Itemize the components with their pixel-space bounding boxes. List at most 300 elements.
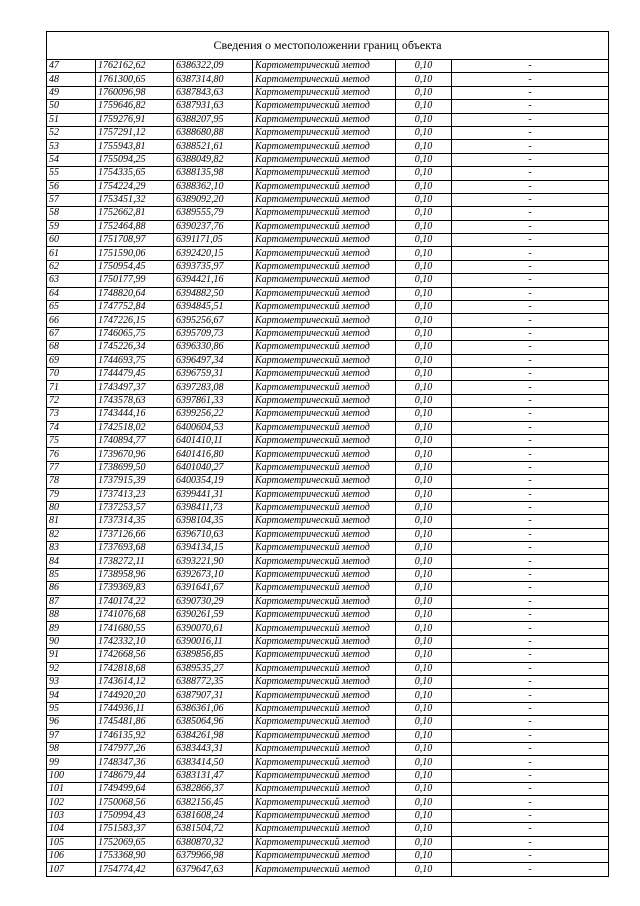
coordinate-x-cell: 1753451,32 (96, 193, 174, 206)
coordinate-y-cell: 6381608,24 (174, 809, 253, 822)
method-cell: Картометрический метод (253, 193, 396, 206)
method-cell: Картометрический метод (253, 113, 396, 126)
coordinate-x-cell: 1737126,66 (96, 528, 174, 541)
coordinate-x-cell: 1744693,75 (96, 354, 174, 367)
coordinate-y-cell: 6388772,35 (174, 675, 253, 688)
accuracy-cell: 0,10 (396, 126, 452, 139)
accuracy-cell: 0,10 (396, 367, 452, 380)
table-row (47, 341, 609, 354)
coordinate-y-cell: 6390070,61 (174, 622, 253, 635)
point-number-cell: 81 (47, 515, 96, 528)
coordinate-y-cell: 6396710,63 (174, 528, 253, 541)
coordinate-y-cell: 6381504,72 (174, 823, 253, 836)
coordinate-y-cell: 6393221,90 (174, 555, 253, 568)
method-cell: Картометрический метод (253, 434, 396, 447)
accuracy-cell: 0,10 (396, 434, 452, 447)
coordinate-x-cell: 1744479,45 (96, 367, 174, 380)
point-number-cell: 78 (47, 475, 96, 488)
accuracy-cell: 0,10 (396, 167, 452, 180)
coordinate-y-cell: 6392420,15 (174, 247, 253, 260)
method-cell: Картометрический метод (253, 609, 396, 622)
coordinate-x-cell: 1739670,96 (96, 448, 174, 461)
description-cell: - (452, 796, 609, 809)
accuracy-cell: 0,10 (396, 60, 452, 73)
point-number-cell: 98 (47, 742, 96, 755)
description-cell: - (452, 850, 609, 863)
coordinate-y-cell: 6390261,59 (174, 609, 253, 622)
coordinate-x-cell: 1760096,98 (96, 86, 174, 99)
coordinate-y-cell: 6383131,47 (174, 769, 253, 782)
point-number-cell: 48 (47, 73, 96, 86)
table-row (47, 542, 609, 555)
description-cell: - (452, 823, 609, 836)
accuracy-cell: 0,10 (396, 769, 452, 782)
coordinate-y-cell: 6401040,27 (174, 461, 253, 474)
coordinate-x-cell: 1748820,64 (96, 287, 174, 300)
coordinate-y-cell: 6396330,86 (174, 341, 253, 354)
coordinate-x-cell: 1762162,62 (96, 60, 174, 73)
description-cell: - (452, 180, 609, 193)
coordinate-x-cell: 1738699,50 (96, 461, 174, 474)
method-cell: Картометрический метод (253, 662, 396, 675)
method-cell: Картометрический метод (253, 461, 396, 474)
accuracy-cell: 0,10 (396, 327, 452, 340)
coordinate-x-cell: 1743614,12 (96, 675, 174, 688)
description-cell: - (452, 662, 609, 675)
method-cell: Картометрический метод (253, 207, 396, 220)
coordinate-x-cell: 1750994,43 (96, 809, 174, 822)
coordinate-y-cell: 6388135,98 (174, 167, 253, 180)
point-number-cell: 88 (47, 609, 96, 622)
table-row (47, 675, 609, 688)
accuracy-cell: 0,10 (396, 180, 452, 193)
point-number-cell: 53 (47, 140, 96, 153)
description-cell: - (452, 582, 609, 595)
point-number-cell: 94 (47, 689, 96, 702)
accuracy-cell: 0,10 (396, 287, 452, 300)
coordinate-x-cell: 1737314,35 (96, 515, 174, 528)
table-row (47, 301, 609, 314)
coordinate-y-cell: 6388362,10 (174, 180, 253, 193)
accuracy-cell: 0,10 (396, 809, 452, 822)
description-cell: - (452, 448, 609, 461)
coordinate-y-cell: 6388207,95 (174, 113, 253, 126)
description-cell: - (452, 475, 609, 488)
description-cell: - (452, 73, 609, 86)
description-cell: - (452, 649, 609, 662)
coordinate-x-cell: 1759646,82 (96, 100, 174, 113)
accuracy-cell: 0,10 (396, 234, 452, 247)
point-number-cell: 65 (47, 301, 96, 314)
coordinate-y-cell: 6399256,22 (174, 408, 253, 421)
accuracy-cell: 0,10 (396, 689, 452, 702)
coordinate-y-cell: 6389555,79 (174, 207, 253, 220)
coordinate-y-cell: 6387907,31 (174, 689, 253, 702)
table-row (47, 260, 609, 273)
description-cell: - (452, 756, 609, 769)
point-number-cell: 54 (47, 153, 96, 166)
accuracy-cell: 0,10 (396, 421, 452, 434)
coordinate-y-cell: 6398411,73 (174, 501, 253, 514)
description-cell: - (452, 675, 609, 688)
point-number-cell: 105 (47, 836, 96, 849)
method-cell: Картометрический метод (253, 716, 396, 729)
table-row (47, 702, 609, 715)
table-row (47, 367, 609, 380)
description-cell: - (452, 234, 609, 247)
coordinate-y-cell: 6401416,80 (174, 448, 253, 461)
method-cell: Картометрический метод (253, 140, 396, 153)
description-cell: - (452, 86, 609, 99)
description-cell: - (452, 622, 609, 635)
table-row (47, 167, 609, 180)
point-number-cell: 75 (47, 434, 96, 447)
coordinate-y-cell: 6390730,29 (174, 595, 253, 608)
table-row (47, 662, 609, 675)
coordinate-x-cell: 1761300,65 (96, 73, 174, 86)
coordinate-x-cell: 1747977,26 (96, 742, 174, 755)
accuracy-cell: 0,10 (396, 193, 452, 206)
coordinate-y-cell: 6391641,67 (174, 582, 253, 595)
coordinate-x-cell: 1752069,65 (96, 836, 174, 849)
accuracy-cell: 0,10 (396, 73, 452, 86)
coordinate-x-cell: 1738272,11 (96, 555, 174, 568)
point-number-cell: 103 (47, 809, 96, 822)
method-cell: Картометрический метод (253, 60, 396, 73)
accuracy-cell: 0,10 (396, 528, 452, 541)
coordinate-x-cell: 1754224,29 (96, 180, 174, 193)
accuracy-cell: 0,10 (396, 113, 452, 126)
method-cell: Картометрический метод (253, 475, 396, 488)
table-row (47, 193, 609, 206)
accuracy-cell: 0,10 (396, 796, 452, 809)
point-number-cell: 80 (47, 501, 96, 514)
coordinate-x-cell: 1745226,34 (96, 341, 174, 354)
coordinate-y-cell: 6399441,31 (174, 488, 253, 501)
method-cell: Картометрический метод (253, 394, 396, 407)
coordinate-x-cell: 1740894,77 (96, 434, 174, 447)
table-row (47, 327, 609, 340)
description-cell: - (452, 367, 609, 380)
method-cell: Картометрический метод (253, 354, 396, 367)
method-cell: Картометрический метод (253, 863, 396, 876)
accuracy-cell: 0,10 (396, 247, 452, 260)
coordinate-x-cell: 1737915,39 (96, 475, 174, 488)
coordinate-x-cell: 1743578,63 (96, 394, 174, 407)
table-row (47, 381, 609, 394)
accuracy-cell: 0,10 (396, 515, 452, 528)
point-number-cell: 55 (47, 167, 96, 180)
table-row (47, 729, 609, 742)
accuracy-cell: 0,10 (396, 475, 452, 488)
method-cell: Картометрический метод (253, 742, 396, 755)
coordinate-y-cell: 6382156,45 (174, 796, 253, 809)
accuracy-cell: 0,10 (396, 863, 452, 876)
method-cell: Картометрический метод (253, 287, 396, 300)
coordinate-x-cell: 1748679,44 (96, 769, 174, 782)
coordinate-x-cell: 1744920,20 (96, 689, 174, 702)
point-number-cell: 67 (47, 327, 96, 340)
coordinate-y-cell: 6387843,63 (174, 86, 253, 99)
description-cell: - (452, 274, 609, 287)
coordinate-y-cell: 6382866,37 (174, 783, 253, 796)
description-cell: - (452, 635, 609, 648)
accuracy-cell: 0,10 (396, 850, 452, 863)
point-number-cell: 100 (47, 769, 96, 782)
table-row (47, 649, 609, 662)
description-cell: - (452, 314, 609, 327)
table-row (47, 180, 609, 193)
method-cell: Картометрический метод (253, 367, 396, 380)
coordinate-y-cell: 6395709,73 (174, 327, 253, 340)
point-number-cell: 64 (47, 287, 96, 300)
coordinate-y-cell: 6400354,19 (174, 475, 253, 488)
method-cell: Картометрический метод (253, 314, 396, 327)
method-cell: Картометрический метод (253, 702, 396, 715)
point-number-cell: 77 (47, 461, 96, 474)
description-cell: - (452, 408, 609, 421)
coordinate-x-cell: 1747226,15 (96, 314, 174, 327)
accuracy-cell: 0,10 (396, 100, 452, 113)
table-row (47, 515, 609, 528)
point-number-cell: 106 (47, 850, 96, 863)
coordinate-x-cell: 1742332,10 (96, 635, 174, 648)
point-number-cell: 83 (47, 542, 96, 555)
point-number-cell: 96 (47, 716, 96, 729)
method-cell: Картометрический метод (253, 689, 396, 702)
coordinate-y-cell: 6394421,16 (174, 274, 253, 287)
point-number-cell: 60 (47, 234, 96, 247)
coordinate-x-cell: 1754774,42 (96, 863, 174, 876)
method-cell: Картометрический метод (253, 836, 396, 849)
method-cell: Картометрический метод (253, 167, 396, 180)
method-cell: Картометрический метод (253, 555, 396, 568)
table-row (47, 100, 609, 113)
point-number-cell: 93 (47, 675, 96, 688)
table-row (47, 60, 609, 73)
coordinate-y-cell: 6396759,31 (174, 367, 253, 380)
method-cell: Картометрический метод (253, 622, 396, 635)
table-row (47, 756, 609, 769)
table-row (47, 247, 609, 260)
accuracy-cell: 0,10 (396, 783, 452, 796)
description-cell: - (452, 595, 609, 608)
method-cell: Картометрический метод (253, 247, 396, 260)
coordinate-y-cell: 6384261,98 (174, 729, 253, 742)
table-row (47, 488, 609, 501)
description-cell: - (452, 140, 609, 153)
method-cell: Картометрический метод (253, 769, 396, 782)
point-number-cell: 99 (47, 756, 96, 769)
method-cell: Картометрический метод (253, 756, 396, 769)
table-row (47, 207, 609, 220)
point-number-cell: 101 (47, 783, 96, 796)
point-number-cell: 107 (47, 863, 96, 876)
description-cell: - (452, 716, 609, 729)
method-cell: Картометрический метод (253, 501, 396, 514)
method-cell: Картометрический метод (253, 542, 396, 555)
accuracy-cell: 0,10 (396, 555, 452, 568)
table-row (47, 783, 609, 796)
coordinate-y-cell: 6397283,08 (174, 381, 253, 394)
accuracy-cell: 0,10 (396, 448, 452, 461)
description-cell: - (452, 609, 609, 622)
method-cell: Картометрический метод (253, 649, 396, 662)
accuracy-cell: 0,10 (396, 675, 452, 688)
point-number-cell: 89 (47, 622, 96, 635)
method-cell: Картометрический метод (253, 327, 396, 340)
table-row (47, 434, 609, 447)
description-cell: - (452, 542, 609, 555)
table-row (47, 836, 609, 849)
point-number-cell: 72 (47, 394, 96, 407)
accuracy-cell: 0,10 (396, 542, 452, 555)
method-cell: Картометрический метод (253, 341, 396, 354)
method-cell: Картометрический метод (253, 595, 396, 608)
coordinate-y-cell: 6389535,27 (174, 662, 253, 675)
table-row (47, 274, 609, 287)
boundary-coordinates-table (46, 31, 609, 877)
description-cell: - (452, 193, 609, 206)
accuracy-cell: 0,10 (396, 341, 452, 354)
coordinate-y-cell: 6398104,35 (174, 515, 253, 528)
table-row (47, 475, 609, 488)
point-number-cell: 73 (47, 408, 96, 421)
description-cell: - (452, 702, 609, 715)
accuracy-cell: 0,10 (396, 756, 452, 769)
table-row (47, 448, 609, 461)
coordinate-x-cell: 1737253,57 (96, 501, 174, 514)
coordinate-y-cell: 6394134,15 (174, 542, 253, 555)
accuracy-cell: 0,10 (396, 568, 452, 581)
description-cell: - (452, 287, 609, 300)
method-cell: Картометрический метод (253, 515, 396, 528)
coordinate-y-cell: 6386361,06 (174, 702, 253, 715)
description-cell: - (452, 381, 609, 394)
table-row (47, 769, 609, 782)
table-title-row (47, 32, 609, 60)
method-cell: Картометрический метод (253, 635, 396, 648)
point-number-cell: 70 (47, 367, 96, 380)
table-row (47, 796, 609, 809)
accuracy-cell: 0,10 (396, 381, 452, 394)
coordinate-y-cell: 6379966,98 (174, 850, 253, 863)
coordinate-y-cell: 6392673,10 (174, 568, 253, 581)
description-cell: - (452, 783, 609, 796)
accuracy-cell: 0,10 (396, 501, 452, 514)
coordinate-x-cell: 1746065,75 (96, 327, 174, 340)
method-cell: Картометрический метод (253, 86, 396, 99)
coordinate-y-cell: 6394845,51 (174, 301, 253, 314)
table-row (47, 287, 609, 300)
accuracy-cell: 0,10 (396, 207, 452, 220)
description-cell: - (452, 836, 609, 849)
accuracy-cell: 0,10 (396, 488, 452, 501)
coordinate-x-cell: 1742668,56 (96, 649, 174, 662)
table-title: Сведения о местоположении границ объекта (47, 32, 609, 60)
point-number-cell: 59 (47, 220, 96, 233)
coordinate-x-cell: 1755943,81 (96, 140, 174, 153)
description-cell: - (452, 153, 609, 166)
table-row (47, 689, 609, 702)
table-row (47, 220, 609, 233)
method-cell: Картометрический метод (253, 301, 396, 314)
method-cell: Картометрический метод (253, 421, 396, 434)
accuracy-cell: 0,10 (396, 702, 452, 715)
table-row (47, 622, 609, 635)
table-row (47, 73, 609, 86)
coordinate-y-cell: 6380870,32 (174, 836, 253, 849)
coordinate-x-cell: 1743444,16 (96, 408, 174, 421)
method-cell: Картометрический метод (253, 73, 396, 86)
point-number-cell: 84 (47, 555, 96, 568)
table-row (47, 850, 609, 863)
coordinate-x-cell: 1750954,45 (96, 260, 174, 273)
accuracy-cell: 0,10 (396, 836, 452, 849)
description-cell: - (452, 327, 609, 340)
point-number-cell: 51 (47, 113, 96, 126)
coordinate-x-cell: 1744936,11 (96, 702, 174, 715)
description-cell: - (452, 421, 609, 434)
method-cell: Картометрический метод (253, 220, 396, 233)
method-cell: Картометрический метод (253, 729, 396, 742)
coordinate-x-cell: 1751708,97 (96, 234, 174, 247)
method-cell: Картометрический метод (253, 274, 396, 287)
accuracy-cell: 0,10 (396, 582, 452, 595)
coordinate-x-cell: 1749499,64 (96, 783, 174, 796)
coordinate-x-cell: 1750068,56 (96, 796, 174, 809)
table-row (47, 501, 609, 514)
accuracy-cell: 0,10 (396, 153, 452, 166)
coordinate-y-cell: 6396497,34 (174, 354, 253, 367)
table-row (47, 568, 609, 581)
description-cell: - (452, 113, 609, 126)
description-cell: - (452, 220, 609, 233)
method-cell: Картометрический метод (253, 153, 396, 166)
table-row (47, 716, 609, 729)
coordinate-x-cell: 1755094,25 (96, 153, 174, 166)
point-number-cell: 95 (47, 702, 96, 715)
accuracy-cell: 0,10 (396, 635, 452, 648)
description-cell: - (452, 729, 609, 742)
coordinate-x-cell: 1752464,88 (96, 220, 174, 233)
coordinate-x-cell: 1738958,96 (96, 568, 174, 581)
coordinate-x-cell: 1739369,83 (96, 582, 174, 595)
coordinate-y-cell: 6387931,63 (174, 100, 253, 113)
method-cell: Картометрический метод (253, 408, 396, 421)
coordinate-x-cell: 1754335,65 (96, 167, 174, 180)
table-row (47, 394, 609, 407)
table-row (47, 140, 609, 153)
method-cell: Картометрический метод (253, 582, 396, 595)
coordinate-x-cell: 1740174,22 (96, 595, 174, 608)
accuracy-cell: 0,10 (396, 86, 452, 99)
method-cell: Картометрический метод (253, 783, 396, 796)
description-cell: - (452, 126, 609, 139)
point-number-cell: 102 (47, 796, 96, 809)
method-cell: Картометрический метод (253, 448, 396, 461)
coordinate-x-cell: 1746135,92 (96, 729, 174, 742)
coordinate-y-cell: 6390016,11 (174, 635, 253, 648)
table-row (47, 863, 609, 876)
method-cell: Картометрический метод (253, 568, 396, 581)
accuracy-cell: 0,10 (396, 609, 452, 622)
method-cell: Картометрический метод (253, 675, 396, 688)
point-number-cell: 71 (47, 381, 96, 394)
method-cell: Картометрический метод (253, 100, 396, 113)
coordinate-y-cell: 6379647,63 (174, 863, 253, 876)
coordinate-x-cell: 1752662,81 (96, 207, 174, 220)
